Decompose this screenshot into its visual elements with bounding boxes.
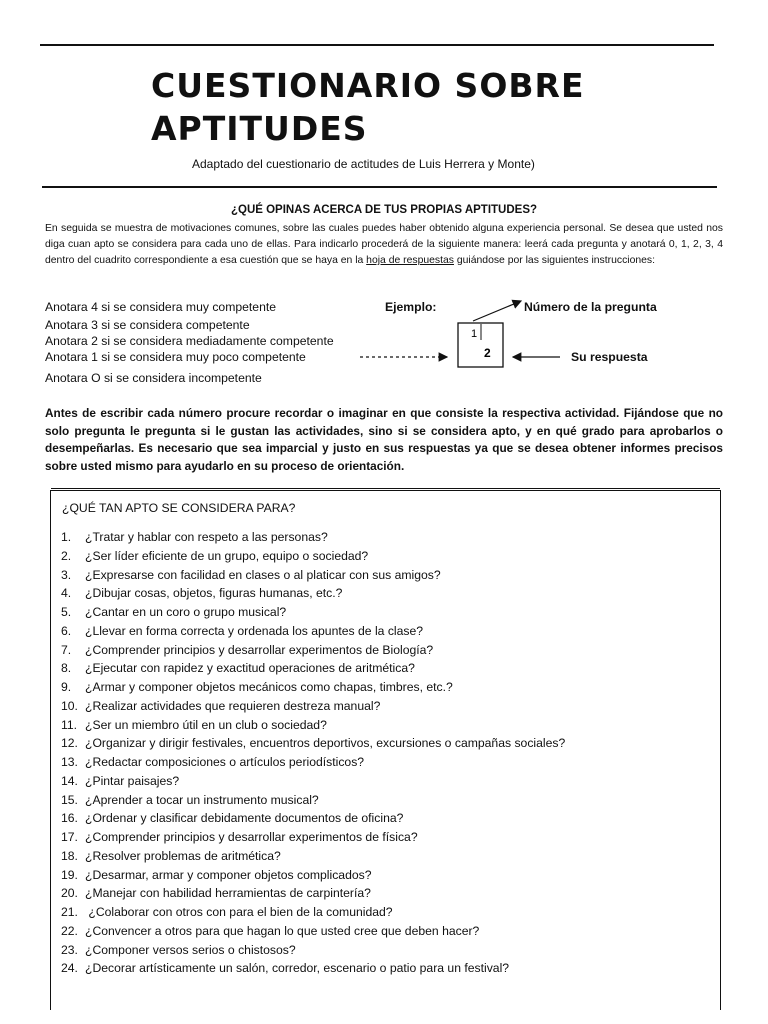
question-number: 6. xyxy=(61,623,72,638)
question-number-label: Número de la pregunta xyxy=(524,300,657,314)
question-text: ¿Redactar composiciones o artículos periodísticos? xyxy=(85,755,365,769)
question-number: 7. xyxy=(61,642,72,657)
question-text: ¿Aprender a tocar un instrumento musical? xyxy=(85,792,319,807)
example-diagram xyxy=(355,295,565,375)
question-text: ¿Componer versos serios o chistosos? xyxy=(85,942,296,957)
question-number: 18. xyxy=(61,848,78,863)
question-item xyxy=(61,678,565,697)
instruction-item: Anotara 2 si se considera mediadamente competente xyxy=(45,334,334,348)
instruction-item: Anotara O si se considera incompetente xyxy=(45,371,262,385)
questions-box xyxy=(50,490,721,1010)
question-item xyxy=(61,884,565,903)
question-item xyxy=(61,959,565,978)
question-text: ¿Expresarse con facilidad en clases o al platicar con sus amigos? xyxy=(85,567,441,582)
title-line-2: APTITUDES xyxy=(151,109,368,148)
question-number: 24. xyxy=(61,961,78,976)
questions-list xyxy=(61,528,565,978)
question-text: ¿Organizar y dirigir festivales, encuentros deportivos, excursiones o campañas sociales? xyxy=(85,736,566,751)
pointer-arrow-question-number xyxy=(473,301,521,321)
question-item xyxy=(61,772,565,791)
question-text: ¿Ordenar y clasificar debidamente documentos de oficina? xyxy=(85,811,404,826)
question-text: ¿Realizar actividades que requieren destreza manual? xyxy=(85,698,381,713)
question-number: 12. xyxy=(61,736,78,751)
question-number: 8. xyxy=(61,661,72,676)
question-item xyxy=(61,903,565,922)
question-number: 23. xyxy=(61,942,78,957)
question-number: 9. xyxy=(61,680,72,694)
question-item xyxy=(61,828,565,847)
question-item xyxy=(61,641,565,660)
intro-text-before: En seguida se muestra de motivaciones comunes, sobre las cuales puedes haber obtenido alguna experiencia personal. Se desea que usted nos diga cuan apto se considera para cada uno de ellas. Para indicarlo procederá de la siguiente manera: leerá cada pregunta y anotará 0, 1, 2, 3, 4 dentro del cuadrito correspondiente a esa cuestión que se haya en la xyxy=(45,223,723,266)
instruction-item: Anotara 1 si se considera muy poco competente xyxy=(45,350,306,364)
question-text: ¿Comprender principios y desarrollar experimentos de Biología? xyxy=(85,642,434,657)
question-item xyxy=(61,528,565,547)
question-item xyxy=(61,697,565,716)
example-label: Ejemplo: xyxy=(385,300,437,314)
section-heading: ¿QUÉ OPINAS ACERCA DE TUS PROPIAS APTITUDES? xyxy=(230,204,538,216)
instruction-item: Anotara 3 si se considera competente xyxy=(45,318,250,332)
question-number: 19. xyxy=(61,867,78,882)
answer-label: Su respuesta xyxy=(571,350,648,364)
subtitle: Adaptado del cuestionario de actitudes de Luis Herrera y Monte) xyxy=(192,157,535,171)
question-number: 13. xyxy=(61,755,78,769)
question-text: ¿Armar y componer objetos mecánicos como chapas, timbres, etc.? xyxy=(85,680,453,694)
question-item xyxy=(61,847,565,866)
question-item xyxy=(61,922,565,941)
intro-text-after: guiándose por las siguientes instrucciones: xyxy=(453,255,655,266)
question-text: ¿Comprender principios y desarrollar experimentos de física? xyxy=(85,830,418,844)
question-item xyxy=(61,941,565,960)
question-number: 17. xyxy=(61,830,78,844)
question-item xyxy=(61,791,565,810)
question-text: ¿Desarmar, armar y componer objetos complicados? xyxy=(85,867,372,882)
question-text: ¿Resolver problemas de aritmética? xyxy=(85,848,281,863)
question-text: ¿Tratar y hablar con respeto a las personas? xyxy=(85,530,328,544)
question-number: 20. xyxy=(61,886,78,901)
question-item xyxy=(61,566,565,585)
question-number: 16. xyxy=(61,811,78,826)
question-item xyxy=(61,622,565,641)
question-text: ¿Colaborar con otros con para el bien de la comunidad? xyxy=(85,905,393,919)
question-number: 10. xyxy=(61,698,78,713)
question-item xyxy=(61,734,565,753)
questions-heading: ¿QUÉ TAN APTO SE CONSIDERA PARA? xyxy=(62,501,296,515)
example-box-answer: 2 xyxy=(484,346,491,360)
question-item xyxy=(61,809,565,828)
question-number: 11. xyxy=(61,717,78,732)
question-text: ¿Ser líder eficiente de un grupo, equipo o sociedad? xyxy=(85,548,369,563)
note-paragraph: Antes de escribir cada número procure recordar o imaginar en que consiste la respectiva actividad. Fijándose que no solo pregunta le pregunta si le gustan las actividades, sino si se considera apto, y en qué grado para aprobarlos o desempeñarlas. Es necesario que sea imparcial y justo en sus respuestas ya que se desea obtener informes precisos sobre usted mismo para ayudarlo en su proceso de orientación. xyxy=(45,406,723,473)
question-number: 3. xyxy=(61,567,72,582)
question-text: ¿Manejar con habilidad herramientas de carpintería? xyxy=(85,886,371,901)
question-number: 22. xyxy=(61,923,78,938)
question-text: ¿Dibujar cosas, objetos, figuras humanas, etc.? xyxy=(85,586,343,601)
question-text: ¿Ser un miembro útil en un club o sociedad? xyxy=(85,717,327,732)
question-item xyxy=(61,716,565,735)
intro-paragraph xyxy=(45,221,723,269)
question-text: ¿Pintar paisajes? xyxy=(85,773,180,788)
question-text: ¿Convencer a otros para que hagan lo que usted cree que deben hacer? xyxy=(85,923,480,938)
title-line-1: CUESTIONARIO SOBRE xyxy=(151,66,585,105)
question-item xyxy=(61,866,565,885)
question-number: 1. xyxy=(61,530,72,544)
question-text: ¿Ejecutar con rapidez y exactitud operaciones de aritmética? xyxy=(85,661,415,676)
question-number: 14. xyxy=(61,773,78,788)
question-number: 4. xyxy=(61,586,72,601)
question-number: 15. xyxy=(61,792,78,807)
example-box-number: 1 xyxy=(471,328,478,340)
question-item xyxy=(61,603,565,622)
question-number: 2. xyxy=(61,548,72,563)
page-title xyxy=(151,64,711,150)
question-text: ¿Decorar artísticamente un salón, corredor, escenario o patio para un festival? xyxy=(85,961,510,976)
question-text: ¿Cantar en un coro o grupo musical? xyxy=(85,605,287,619)
question-number: 5. xyxy=(61,605,72,619)
question-item xyxy=(61,659,565,678)
question-number: 21. xyxy=(61,905,78,919)
top-rule xyxy=(40,44,714,46)
instruction-item: Anotara 4 si se considera muy competente xyxy=(45,300,277,314)
question-item xyxy=(61,584,565,603)
question-text: ¿Llevar en forma correcta y ordenada los apuntes de la clase? xyxy=(85,623,424,638)
subtitle-rule xyxy=(42,186,717,188)
question-item xyxy=(61,547,565,566)
question-item xyxy=(61,753,565,772)
answer-sheet-link-text: hoja de respuestas xyxy=(366,255,454,266)
